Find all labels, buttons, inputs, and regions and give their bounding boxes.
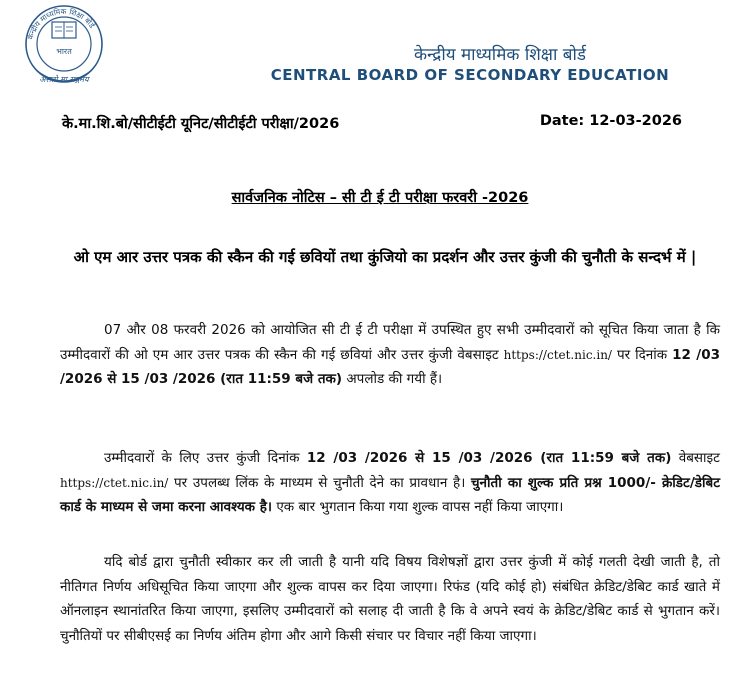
para1-text-a: 07 और 08 फरवरी 2026 को आयोजित सी टी ई टी परीक्षा में उपस्थित हुए सभी उम्मीदवारों को सूचित किया जाता है कि उम्मीदवारों की ओ एम आर उत्तर पत्रक की स्कैन की गई छवियां और उत्तर कुंजी वेबसाइट <box>60 322 720 363</box>
emblem-inner-text: भारत <box>56 47 72 56</box>
para3-text: यदि बोर्ड द्वारा चुनौती स्वीकार कर ली जाती है यानी यदि विषय विशेषज्ञों द्वारा उत्तर कुंजी में कोई गलती देखी जाती है, तो नीतिगत निर्णय अधिसूचित किया जाएगा और शुल्क वापस कर दिया जाएगा। रिफंड (यदि कोई हो) संबंधित क्रेडिट/डेबिट कार्ड खाते में ऑनलाइन स्थानांतरित किया जाएगा, इसलिए उम्मीदवारों को सलाह दी जाती है कि वे अपने स्वयं के क्रेडिट/डेबिट कार्ड से भुगतान करें। <box>60 554 720 619</box>
reference-line <box>62 113 702 137</box>
para2-text-d: एक बार भुगतान किया गया शुल्क वापस नहीं किया जाएगा। <box>272 499 564 515</box>
para1-dates: 12 /03 /2026 से 15 /03 /2026 (रात 11:59 बजे तक) <box>60 346 720 387</box>
para2-text-a: उम्मीदवारों के लिए उत्तर कुंजी दिनांक <box>104 450 307 466</box>
cbse-emblem-icon <box>22 0 106 100</box>
letterhead <box>0 0 741 100</box>
notice-date: Date: 12-03-2026 <box>539 113 682 129</box>
svg-text:केन्द्रीय माध्यमिक शिक्षा बोर् <box>26 7 97 41</box>
para3-final-decision: चुनौतियों पर सीबीएसई का निर्णय अंतिम होगा और आगे किसी संचार पर विचार नहीं किया जाएगा। <box>60 627 537 644</box>
para2-text-b: वेबसाइट <box>671 450 720 466</box>
emblem-ring-text: केन्द्रीय माध्यमिक शिक्षा बोर्ड <box>25 6 97 41</box>
reference-number: के.मा.शि.बो/सीटीईटी यूनिट/सीटीईटी परीक्षा/2026 <box>62 116 340 132</box>
emblem-motto: असतो मा सद्गमय <box>39 75 89 84</box>
paragraph-challenge-info <box>60 446 720 520</box>
challenge-fee-statement: चुनौती का शुल्क प्रति प्रश्न 1000/- क्रेडिट/डेबिट कार्ड के माध्यम से जमा करना आवश्यक है। <box>60 474 720 515</box>
org-name-hindi: केन्द्रीय माध्यमिक शिक्षा बोर्ड <box>413 45 587 65</box>
para2-text-c: पर उपलब्ध लिंक के माध्यम से चुनौती देने का प्रावधान है। <box>168 474 471 491</box>
paragraph-refund-info <box>60 550 720 648</box>
para1-text-c: अपलोड की गयी हैं। <box>342 371 443 387</box>
website-link[interactable]: https://ctet.nic.in/ <box>503 347 612 362</box>
org-name-english: CENTRAL BOARD OF SECONDARY EDUCATION <box>270 66 670 84</box>
para1-text-b: पर दिनांक <box>611 346 673 363</box>
website-link[interactable]: https://ctet.nic.in/ <box>60 475 169 490</box>
notice-title: सार्वजनिक नोटिस – सी टी ई टी परीक्षा फरवरी -2026 <box>231 190 529 206</box>
paragraph-upload-info <box>60 318 720 392</box>
notice-subject: ओ एम आर उत्तर पत्रक की स्कैन की गई छवियों तथा कुंजियो का प्रदर्शन और उत्तर कुंजी की चुनौती के सन्दर्भ में | <box>73 248 697 266</box>
para2-dates: 12 /03 /2026 से 15 /03 /2026 (रात 11:59 बजे तक) <box>306 450 672 466</box>
